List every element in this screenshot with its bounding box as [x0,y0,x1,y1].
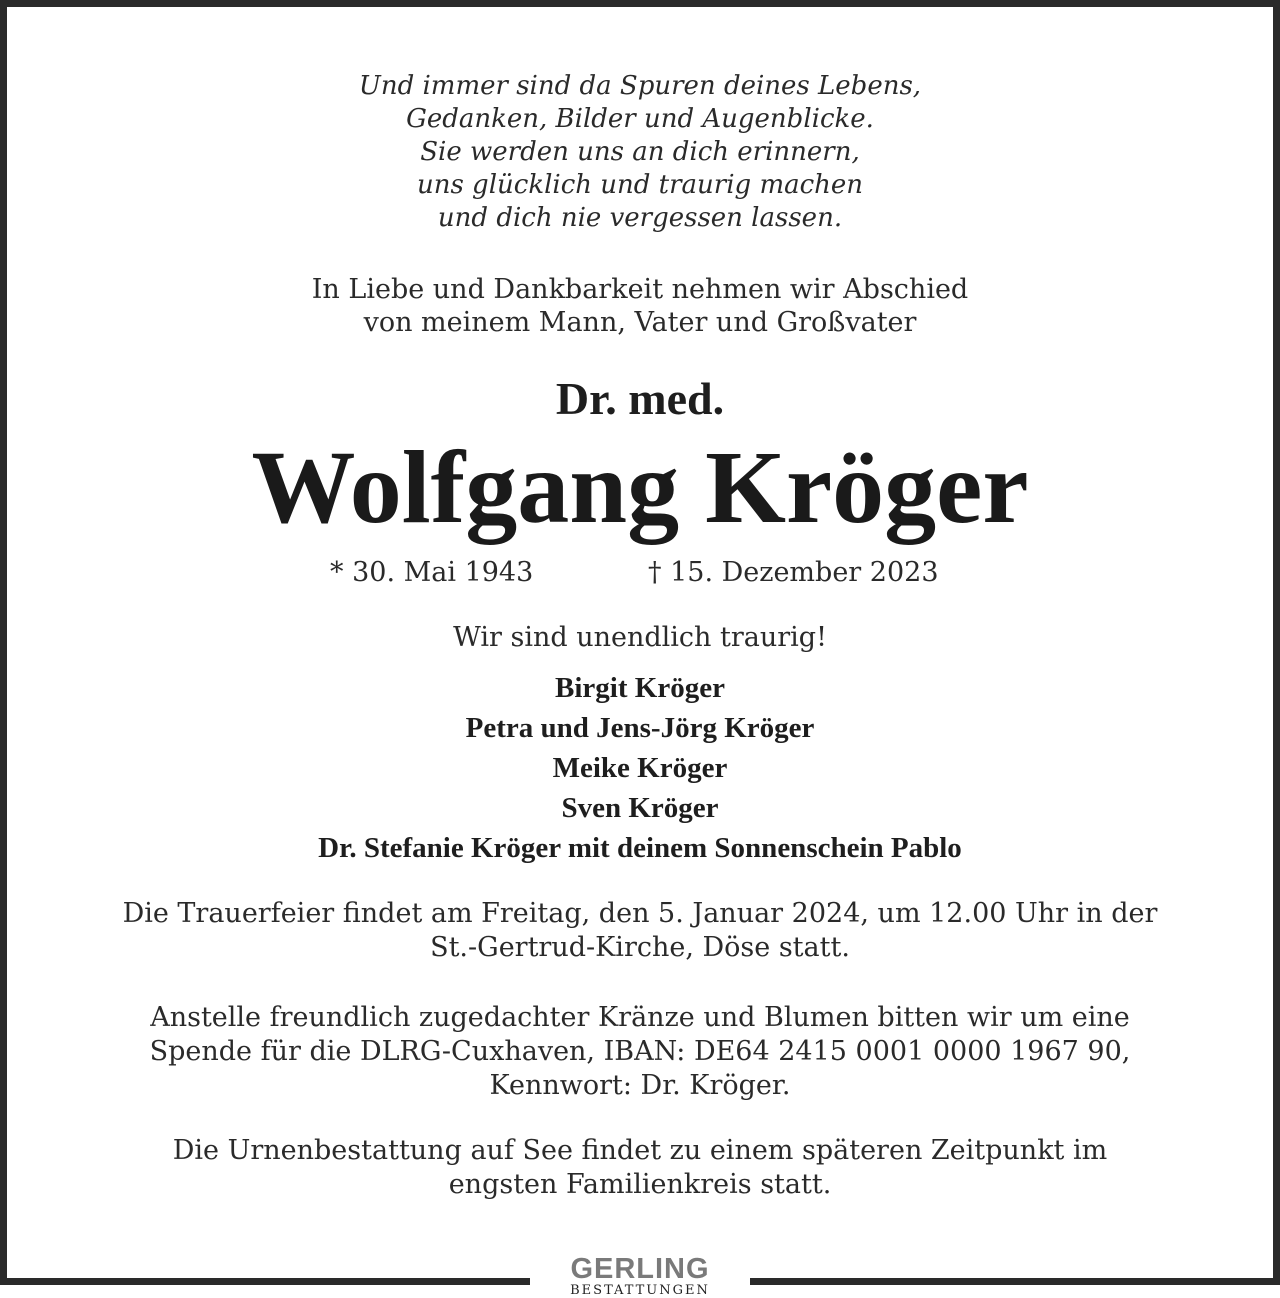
mourners-list [0,668,1280,868]
mourner-name: Birgit Kröger [555,672,725,704]
academic-title: Dr. med. [555,373,725,424]
mourner-name: Sven Kröger [561,792,719,824]
death-date: † 15. Dezember 2023 [648,557,939,588]
intro-line: von meinem Mann, Vater und Großvater [363,307,917,338]
poem-line: Sie werden uns an dich erinnern, [420,137,860,167]
poem-line: uns glücklich und traurig machen [416,170,864,200]
burial-info [0,1134,1280,1202]
mourning-line: Wir sind unendlich traurig! [453,622,827,653]
farewell-intro [0,273,1280,339]
border-bottom-right [750,1278,1280,1285]
poem [0,70,1280,235]
mourner-name: Meike Kröger [552,752,728,784]
mourner-name: Petra und Jens-Jörg Kröger [465,712,815,744]
poem-line: und dich nie vergessen lassen. [437,203,843,233]
birth-date: * 30. Mai 1943 [330,557,534,588]
funeral-service-info [0,897,1280,965]
donation-line: Kennwort: Dr. Kröger. [489,1070,791,1101]
poem-line: Und immer sind da Spuren deines Lebens, [358,71,922,101]
logo-wordmark: GERLING [570,1253,710,1285]
mourner-name: Dr. Stefanie Kröger mit deinem Sonnenschein Pablo [318,832,962,864]
deceased-name: Wolfgang Kröger [251,430,1029,545]
donation-line: Spende für die DLRG-Cuxhaven, IBAN: DE64 2415 0001 0000 1967 90, [149,1036,1131,1067]
intro-line: In Liebe und Dankbarkeit nehmen wir Abschied [311,274,969,305]
donation-info [0,1001,1280,1103]
funeral-home-logo [530,1254,750,1298]
poem-line: Gedanken, Bilder und Augenblicke. [406,104,874,134]
service-line: Die Trauerfeier findet am Freitag, den 5. Januar 2024, um 12.00 Uhr in der [122,898,1158,929]
service-line: St.-Gertrud-Kirche, Döse statt. [430,932,850,963]
donation-line: Anstelle freundlich zugedachter Kränze und Blumen bitten wir um eine [150,1002,1130,1033]
burial-line: engsten Familienkreis statt. [448,1169,832,1200]
logo-subtitle: BESTATTUNGEN [570,1283,710,1298]
border-bottom-left [0,1278,530,1285]
border-top [0,0,1280,7]
burial-line: Die Urnenbestattung auf See findet zu einem späteren Zeitpunkt im [172,1135,1108,1166]
